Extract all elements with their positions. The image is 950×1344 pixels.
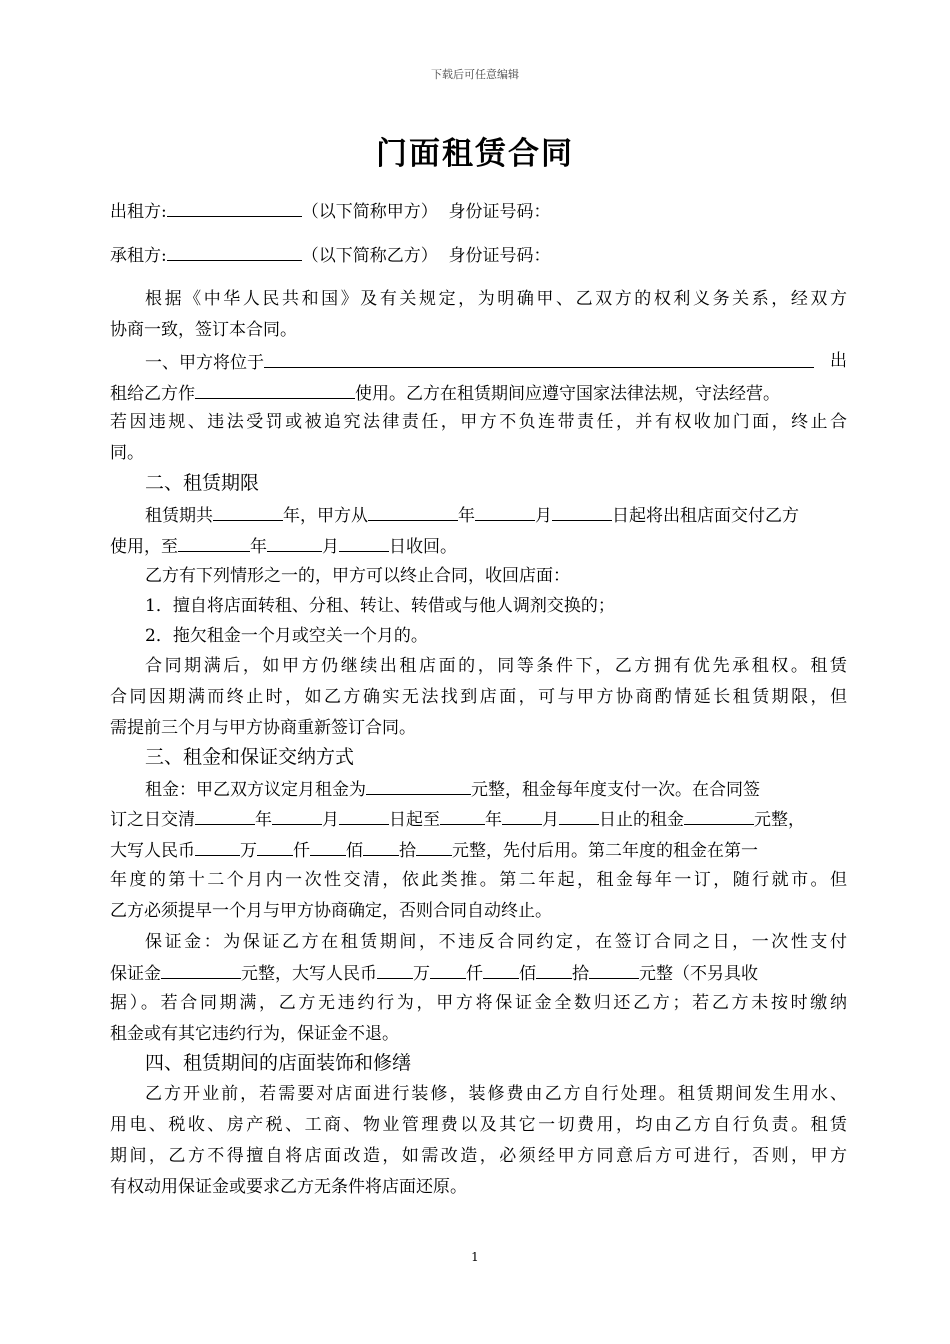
end-year-blank <box>178 534 250 552</box>
s3-text-n: 佰 <box>346 841 363 861</box>
lessor-name-blank <box>167 199 302 217</box>
s3-text-f: 日起至 <box>389 810 440 830</box>
start-month-blank <box>475 503 535 521</box>
s3-line-3 <box>110 838 847 862</box>
term-years-blank <box>213 503 283 521</box>
lessee-line <box>110 243 847 267</box>
lessor-suffix: （以下简称甲方） <box>301 202 438 222</box>
rent-shi-blank <box>363 838 399 856</box>
s3-text-m: 仟 <box>293 841 310 861</box>
s3-text-h: 月 <box>542 810 559 830</box>
lessee-id-label: 身份证号码： <box>448 246 551 266</box>
s2-text-b: 年，甲方从 <box>283 506 368 526</box>
s2-item-1: 1．擅自将店面转租、分租、转让、转借或与他人调剂交换的； <box>145 596 615 616</box>
s2-text-d: 月 <box>535 506 552 526</box>
s3-text-i: 日止的租金 <box>599 810 684 830</box>
s3-text-o: 拾 <box>399 841 416 861</box>
section-3-heading: 三、租金和保证交纳方式 <box>145 746 355 768</box>
end-day-blank <box>339 534 389 552</box>
s3-text-d: 年 <box>255 810 272 830</box>
lessee-label: 承租方: <box>110 246 167 266</box>
s4-line-4: 有权动用保证金或要求乙方无条件将店面还原。 <box>110 1177 467 1197</box>
s3-text-e: 月 <box>322 810 339 830</box>
rent-end-month-blank <box>502 807 542 825</box>
lessor-line <box>110 199 847 223</box>
rent-bai-blank <box>310 838 346 856</box>
s2-text-a: 租赁期共 <box>145 506 213 526</box>
lessor-label: 出租方: <box>110 202 167 222</box>
deposit-qian-blank <box>430 961 466 979</box>
s3-line-5: 乙方必须提早一个月与甲方协商确定，否则合同自动终止。 <box>110 901 552 921</box>
s3-text-w: 仟 <box>466 964 483 984</box>
rent-start-year-blank <box>195 807 255 825</box>
s3-text-k: 大写人民币 <box>110 841 195 861</box>
s2-text-e: 日起将出租店面交付乙方 <box>612 506 799 526</box>
s2-line-7: 合同因期满而终止时，如乙方确实无法找到店面，可与甲方协商酌情延长租赁期限，但 <box>110 687 847 707</box>
s3-line-2 <box>110 807 847 831</box>
s1-line-1 <box>110 350 847 374</box>
s3-text-z: 元整（不另具收 <box>639 964 758 984</box>
s2-text-g: 年 <box>250 537 267 557</box>
s3-text-p: 元整，先付后用。第二年度的租金在第一 <box>452 841 758 861</box>
header-note: 下载后可任意编辑 <box>431 68 519 81</box>
deposit-shi-blank <box>536 961 572 979</box>
s2-text-f: 使用，至 <box>110 537 178 557</box>
rent-amount-blank <box>684 807 754 825</box>
intro-line-2: 协商一致，签订本合同。 <box>110 320 297 340</box>
s3-line-9: 租金或有其它违约行为，保证金不退。 <box>110 1024 399 1044</box>
start-day-blank <box>552 503 612 521</box>
monthly-rent-blank <box>366 777 471 795</box>
s2-line-2 <box>110 534 847 558</box>
rent-end-day-blank <box>559 807 599 825</box>
s3-text-j: 元整， <box>754 810 805 830</box>
s1-usage-blank <box>195 381 355 399</box>
s3-text-y: 拾 <box>572 964 589 984</box>
s3-line-4: 年度的第十二个月内一次性交清，依此类推。第二年起，租金每年一订，随行就市。但 <box>110 870 847 890</box>
intro-line-1: 根据《中华人民共和国》及有关规定，为明确甲、乙双方的权利义务关系，经双方 <box>145 289 847 309</box>
s1-text-d: 使用。乙方在租赁期间应遵守国家法律法规，守法经营。 <box>355 384 780 404</box>
page-number: 1 <box>471 1250 479 1264</box>
rent-qian-blank <box>257 838 293 856</box>
s2-text-i: 日收回。 <box>389 537 457 557</box>
section-2-heading: 二、租赁期限 <box>145 472 260 494</box>
s1-line-4: 同。 <box>110 443 144 463</box>
lessee-suffix: （以下简称乙方） <box>301 246 438 266</box>
s4-line-3: 期间，乙方不得擅自将店面改造，如需改造，必须经甲方同意后方可进行，否则，甲方 <box>110 1146 847 1166</box>
s2-line-1 <box>110 503 847 527</box>
s3-line-1 <box>110 777 847 801</box>
rent-start-day-blank <box>339 807 389 825</box>
s1-line-2 <box>110 381 847 405</box>
s3-text-c: 订之日交清 <box>110 810 195 830</box>
s1-text-a: 一、甲方将位于 <box>145 353 264 373</box>
s3-text-t: 保证金 <box>110 964 161 984</box>
s2-text-c: 年 <box>458 506 475 526</box>
s3-text-u: 元整，大写人民币 <box>241 964 377 984</box>
s3-line-7 <box>110 961 847 985</box>
document-title: 门面租赁合同 <box>376 136 574 172</box>
s2-line-8: 需提前三个月与甲方协商重新签订合同。 <box>110 718 416 738</box>
s3-line-8: 据）。若合同期满，乙方无违约行为，甲方将保证金全数归还乙方；若乙方未按时缴纳 <box>110 993 847 1013</box>
s3-line-6: 保证金：为保证乙方在租赁期间，不违反合同约定，在签订合同之日，一次性支付 <box>145 932 847 952</box>
deposit-bai-blank <box>483 961 519 979</box>
s1-line-3: 若因违规、违法受罚或被追究法律责任，甲方不负连带责任，并有权收加门面，终止合 <box>110 412 847 432</box>
s2-item-2: 2．拖欠租金一个月或空关一个月的。 <box>145 626 428 646</box>
section-4-heading: 四、租赁期间的店面装饰和修缮 <box>145 1052 412 1074</box>
s2-line-6: 合同期满后，如甲方仍继续出租店面的，同等条件下，乙方拥有优先承租权。租赁 <box>145 656 847 676</box>
s3-text-a: 租金：甲乙双方议定月租金为 <box>145 780 366 800</box>
s4-line-2: 用电、税收、房产税、工商、物业管理费以及其它一切费用，均由乙方自行负责。租赁 <box>110 1115 847 1135</box>
s3-text-v: 万 <box>413 964 430 984</box>
s3-text-l: 万 <box>240 841 257 861</box>
s1-text-c: 租给乙方作 <box>110 384 195 404</box>
end-month-blank <box>267 534 322 552</box>
s4-line-1: 乙方开业前，若需要对店面进行装修，装修费由乙方自行处理。租赁期间发生用水、 <box>145 1084 847 1104</box>
lessor-id-label: 身份证号码： <box>448 202 551 222</box>
lessee-name-blank <box>167 243 302 261</box>
deposit-amount-blank <box>161 961 241 979</box>
start-year-blank <box>368 503 458 521</box>
rent-start-month-blank <box>272 807 322 825</box>
deposit-wan-blank <box>377 961 413 979</box>
s3-text-b: 元整，租金每年度支付一次。在合同签 <box>471 780 760 800</box>
rent-wan-blank <box>195 838 240 856</box>
s1-text-b: 出 <box>830 351 847 371</box>
deposit-yuan-blank <box>589 961 639 979</box>
s1-location-blank <box>264 350 814 368</box>
s3-text-g: 年 <box>485 810 502 830</box>
rent-yuan-blank <box>416 838 452 856</box>
s2-line-3: 乙方有下列情形之一的，甲方可以终止合同，收回店面： <box>145 566 570 586</box>
s2-text-h: 月 <box>322 537 339 557</box>
rent-end-year-blank <box>440 807 485 825</box>
s3-text-x: 佰 <box>519 964 536 984</box>
